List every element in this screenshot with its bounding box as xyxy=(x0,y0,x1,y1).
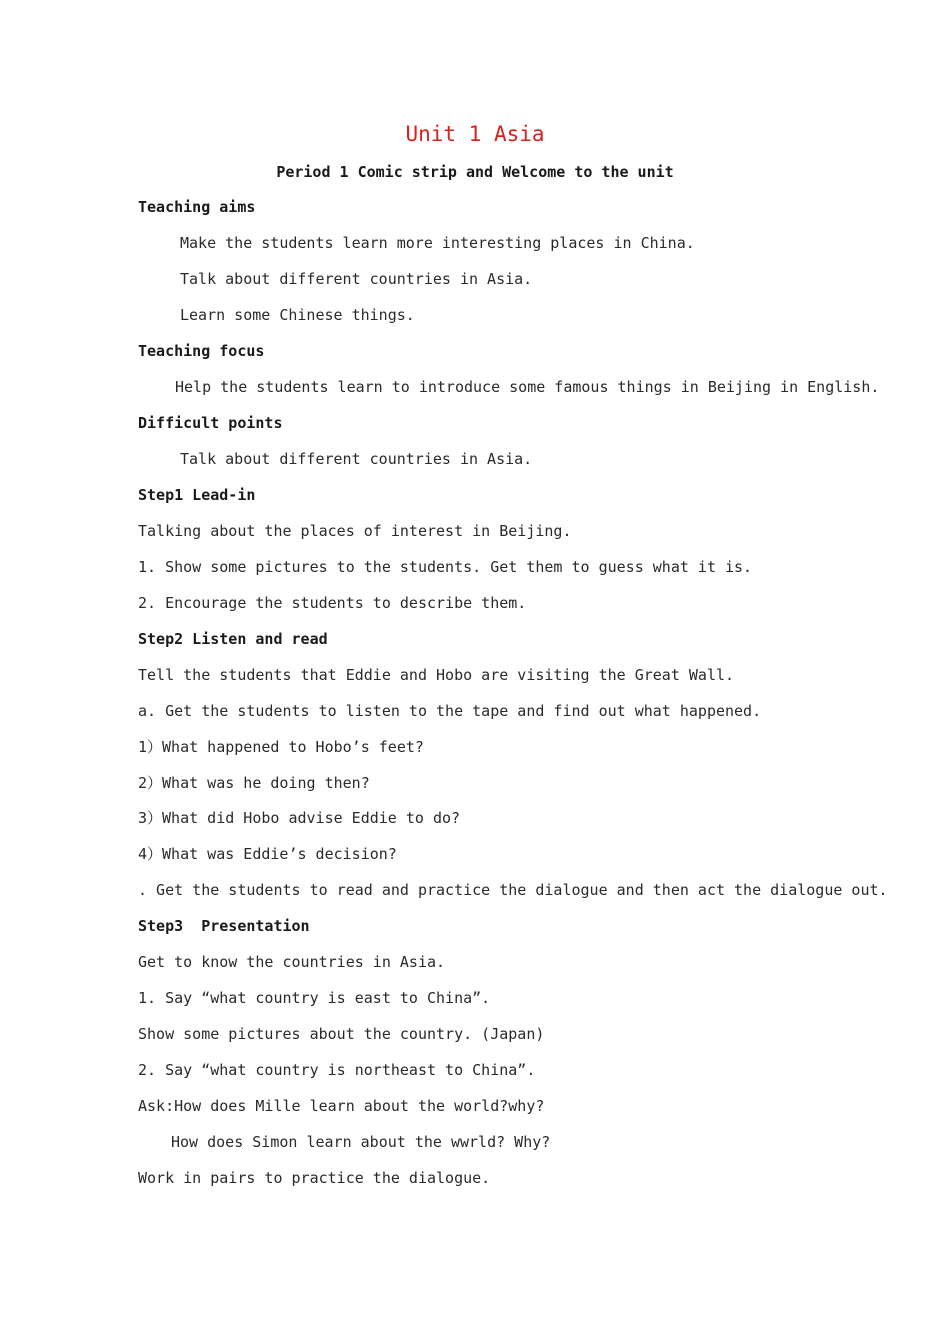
page-title: Unit 1 Asia xyxy=(405,122,545,146)
step2-question-2: 2）What was he doing then? xyxy=(138,774,370,792)
heading-step2: Step2 Listen and read xyxy=(138,630,328,648)
aim-line-3: Learn some Chinese things. xyxy=(180,306,415,324)
step1-line-2: 1. Show some pictures to the students. Get them to guess what it is. xyxy=(138,558,753,576)
focus-line-1: Help the students learn to introduce some famous things in Beijing in English. xyxy=(175,378,880,396)
step2-question-4: 4）What was Eddie’s decision? xyxy=(138,845,397,863)
heading-step3: Step3 Presentation xyxy=(138,917,310,935)
step2-question-1: 1）What happened to Hobo’s feet? xyxy=(138,738,424,756)
step3-line-3: Show some pictures about the country. (Japan) xyxy=(138,1025,545,1043)
difficult-line-1: Talk about different countries in Asia. xyxy=(180,450,533,468)
step3-line-5: Ask:How does Mille learn about the world?why? xyxy=(138,1097,545,1115)
heading-difficult-points: Difficult points xyxy=(138,414,283,432)
step2-line-3: . Get the students to read and practice the dialogue and then act the dialogue out. xyxy=(138,881,888,899)
step2-line-2: a. Get the students to listen to the tape and find out what happened. xyxy=(138,702,762,720)
step1-line-1: Talking about the places of interest in Beijing. xyxy=(138,522,572,540)
step3-line-1: Get to know the countries in Asia. xyxy=(138,953,446,971)
step2-line-1: Tell the students that Eddie and Hobo are visiting the Great Wall. xyxy=(138,666,735,684)
step3-line-2: 1. Say “what country is east to China”. xyxy=(138,989,491,1007)
step3-line-7: Work in pairs to practice the dialogue. xyxy=(138,1169,491,1187)
aim-line-2: Talk about different countries in Asia. xyxy=(180,270,533,288)
step2-question-3: 3）What did Hobo advise Eddie to do? xyxy=(138,809,461,827)
step3-line-4: 2. Say “what country is northeast to China”. xyxy=(138,1061,536,1079)
aim-line-1: Make the students learn more interesting places in China. xyxy=(180,234,695,252)
heading-teaching-focus: Teaching focus xyxy=(138,342,265,360)
step1-line-3: 2. Encourage the students to describe them. xyxy=(138,594,527,612)
step3-line-6: How does Simon learn about the wwrld? Why? xyxy=(171,1133,551,1151)
heading-step1: Step1 Lead-in xyxy=(138,486,256,504)
heading-teaching-aims: Teaching aims xyxy=(138,198,256,216)
page-subtitle: Period 1 Comic strip and Welcome to the unit xyxy=(276,163,674,181)
